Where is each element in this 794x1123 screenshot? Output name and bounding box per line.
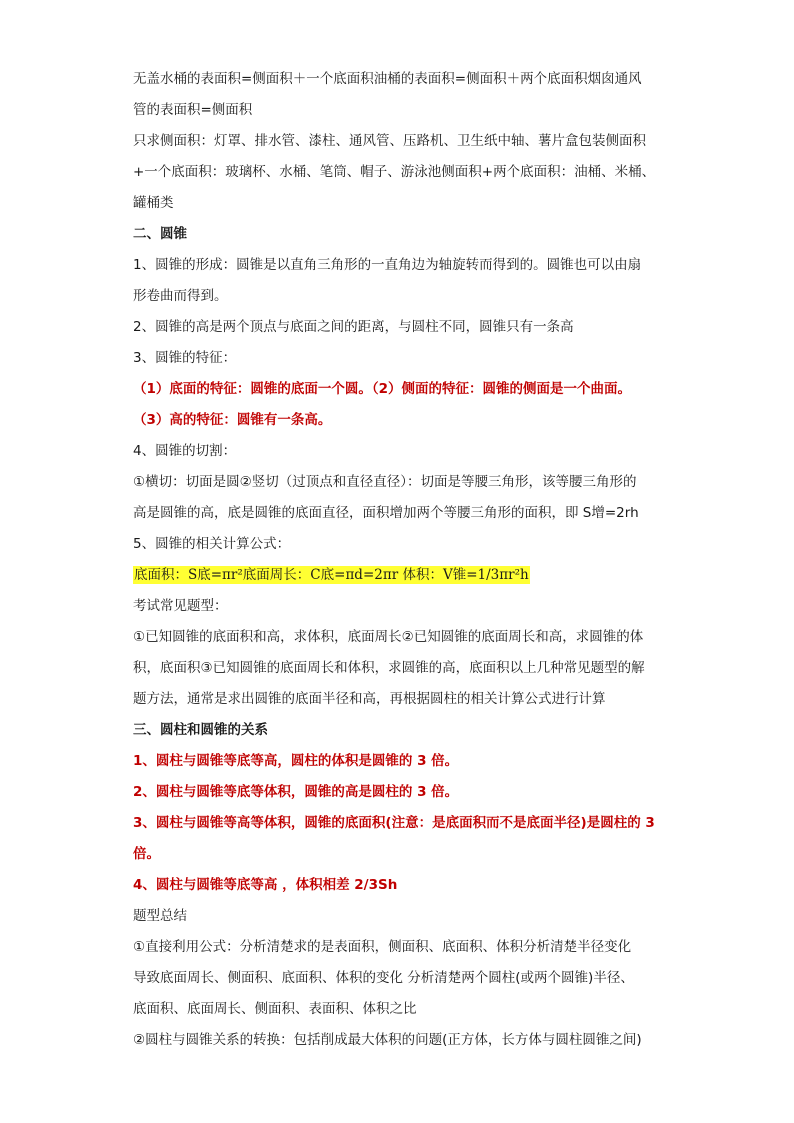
paragraph-line: ①已知圆锥的底面积和高，求体积，底面周长②已知圆锥的底面周长和高，求圆锥的体 bbox=[133, 629, 644, 645]
paragraph-line: 4、圆锥的切割： bbox=[133, 443, 237, 459]
section-heading-cone: 二、圆锥 bbox=[133, 226, 187, 242]
paragraph-line: 2、圆锥的高是两个顶点与底面之间的距离，与圆柱不同，圆锥只有一条高 bbox=[133, 319, 574, 335]
document-page bbox=[133, 64, 673, 1056]
paragraph-line: 3、圆锥的特征： bbox=[133, 350, 237, 366]
red-emphasis-line: （3）高的特征：圆锥有一条高。 bbox=[133, 412, 332, 428]
red-emphasis-line: 4、圆柱与圆锥等底等高 ，体积相差 2/3Sh bbox=[133, 877, 398, 893]
paragraph-line: 题方法，通常是求出圆锥的底面半径和高，再根据圆柱的相关计算公式进行计算 bbox=[133, 691, 606, 707]
red-emphasis-line: 2、圆柱与圆锥等底等体积，圆锥的高是圆柱的 3 倍。 bbox=[133, 784, 459, 800]
highlighted-formula: 底面积：S底=πr²底面周长：C底=πd=2πr 体积：V锥=1/3πr²h bbox=[134, 567, 529, 583]
paragraph-line: 1、圆锥的形成：圆锥是以直角三角形的一直角边为轴旋转而得到的。圆锥也可以由扇 bbox=[133, 257, 642, 273]
section-heading-relation: 三、圆柱和圆锥的关系 bbox=[133, 722, 268, 738]
red-emphasis-line: （1）底面的特征：圆锥的底面一个圆。（2）侧面的特征：圆锥的侧面是一个曲面。 bbox=[133, 381, 632, 397]
red-emphasis-line: 倍。 bbox=[133, 846, 160, 862]
paragraph-line: ①直接利用公式：分析清楚求的是表面积，侧面积、底面积、体积分析清楚半径变化 bbox=[133, 939, 632, 955]
paragraph-line: 积，底面积③已知圆锥的底面周长和体积，求圆锥的高，底面积以上几种常见题型的解 bbox=[133, 660, 645, 676]
paragraph-line: ①横切：切面是圆②竖切（过顶点和直径直径）：切面是等腰三角形，该等腰三角形的 bbox=[133, 474, 637, 490]
paragraph-line: 罐桶类 bbox=[133, 195, 174, 211]
paragraph-line: 5、圆锥的相关计算公式： bbox=[133, 536, 291, 552]
paragraph-line: 导致底面周长、侧面积、底面积、体积的变化 分析清楚两个圆柱(或两个圆锥)半径、 bbox=[133, 970, 634, 986]
paragraph-line: 高是圆锥的高，底是圆锥的底面直径，面积增加两个等腰三角形的面积，即 S增=2rh bbox=[133, 505, 639, 521]
paragraph-line: 形卷曲而得到。 bbox=[133, 288, 228, 304]
paragraph-line: 管的表面积=侧面积 bbox=[133, 102, 253, 118]
paragraph-line: 底面积、底面周长、侧面积、表面积、体积之比 bbox=[133, 1001, 417, 1017]
paragraph-line: ②圆柱与圆锥关系的转换：包括削成最大体积的问题(正方体，长方体与圆柱圆锥之间) bbox=[133, 1032, 642, 1048]
formula-line bbox=[133, 560, 673, 591]
paragraph-line: +一个底面积：玻璃杯、水桶、笔筒、帽子、游泳池侧面积+两个底面积：油桶、米桶、 bbox=[133, 164, 656, 180]
paragraph-line: 无盖水桶的表面积=侧面积＋一个底面积油桶的表面积=侧面积＋两个底面积烟囱通风 bbox=[133, 71, 642, 87]
paragraph-line: 只求侧面积：灯罩、排水管、漆柱、通风管、压路机、卫生纸中轴、薯片盒包装侧面积 bbox=[133, 133, 646, 149]
red-emphasis-line: 1、圆柱与圆锥等底等高，圆柱的体积是圆锥的 3 倍。 bbox=[133, 753, 459, 769]
paragraph-line: 考试常见题型： bbox=[133, 598, 228, 614]
paragraph-line: 题型总结 bbox=[133, 908, 187, 924]
red-emphasis-line: 3、圆柱与圆锥等高等体积，圆锥的底面积(注意：是底面积而不是底面半径)是圆柱的 3 bbox=[133, 815, 655, 831]
